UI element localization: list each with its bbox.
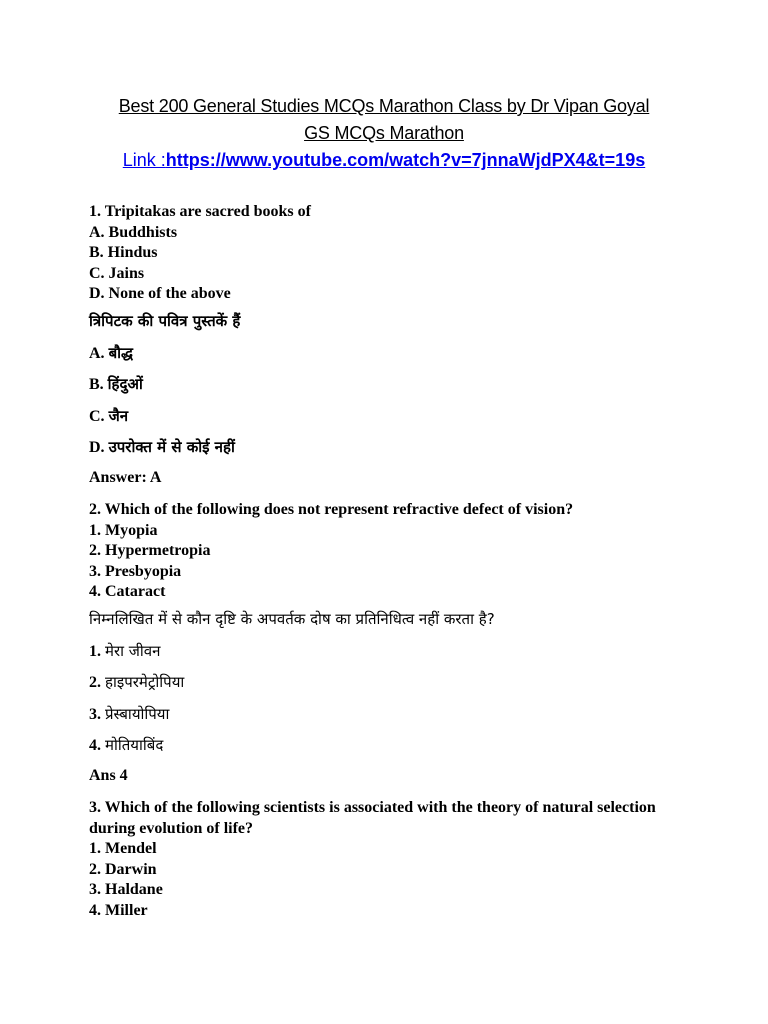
q3-option-4-en: 4. Miller	[89, 901, 148, 919]
q1-option-d-hi: D. उपरोक्त में से कोई नहीं	[89, 438, 235, 457]
q2-option-3-en: 3. Presbyopia	[89, 562, 182, 580]
q3-option-2-en: 2. Darwin	[89, 860, 157, 878]
q3-option-3-en: 3. Haldane	[89, 881, 163, 899]
q2-option-2-hi: 2. हाइपरमेट्रोपिया	[89, 673, 185, 692]
question-1	[89, 202, 729, 489]
q3-option-1-en: 1. Mendel	[89, 840, 157, 858]
document-header	[0, 93, 768, 174]
q1-option-d-en: D. None of the above	[89, 285, 231, 303]
q2-option-4-en: 4. Cataract	[89, 583, 166, 601]
question-3	[89, 798, 669, 922]
question-3-text-en: 3. Which of the following scientists is associated with the theory of natural selection during evolution of life?	[89, 799, 656, 837]
q2-option-3-hi: 3. प्रेस्बायोपिया	[89, 704, 170, 723]
link-label: Link :	[122, 150, 166, 170]
q1-answer: Answer: A	[89, 468, 162, 486]
question-1-text-en: 1. Tripitakas are sacred books of	[89, 203, 311, 220]
q2-option-1-en: 1. Myopia	[89, 521, 158, 539]
document-subtitle: GS MCQs Marathon	[304, 123, 464, 143]
q2-answer: Ans 4	[89, 766, 128, 784]
question-1-text-hi: त्रिपिटक की पवित्र पुस्तकें हैं	[89, 311, 241, 330]
q1-option-c-hi: C. जैन	[89, 406, 129, 425]
q1-option-a-en: A. Buddhists	[89, 223, 178, 241]
question-2-text-en: 2. Which of the following does not represent refractive defect of vision?	[89, 501, 574, 518]
q2-option-4-hi: 4. मोतियाबिंद	[89, 736, 164, 755]
youtube-link[interactable]: https://www.youtube.com/watch?v=7jnnaWjdPX4&t=19s	[165, 150, 646, 170]
link-line	[0, 147, 768, 174]
q1-option-b-en: B. Hindus	[89, 244, 158, 262]
q1-option-b-hi: B. हिंदुओं	[89, 375, 143, 394]
q2-option-1-hi: 1. मेरा जीवन	[89, 641, 161, 660]
document-title: Best 200 General Studies MCQs Marathon Class by Dr Vipan Goyal	[118, 96, 650, 116]
q2-option-2-en: 2. Hypermetropia	[89, 542, 211, 560]
question-2	[89, 500, 729, 787]
q1-option-c-en: C. Jains	[89, 264, 145, 282]
question-2-text-hi: निम्नलिखित में से कौन दृष्टि के अपवर्तक दोष का प्रतिनिधित्व नहीं करता है?	[89, 609, 495, 628]
q1-option-a-hi: A. बौद्ध	[89, 343, 133, 362]
